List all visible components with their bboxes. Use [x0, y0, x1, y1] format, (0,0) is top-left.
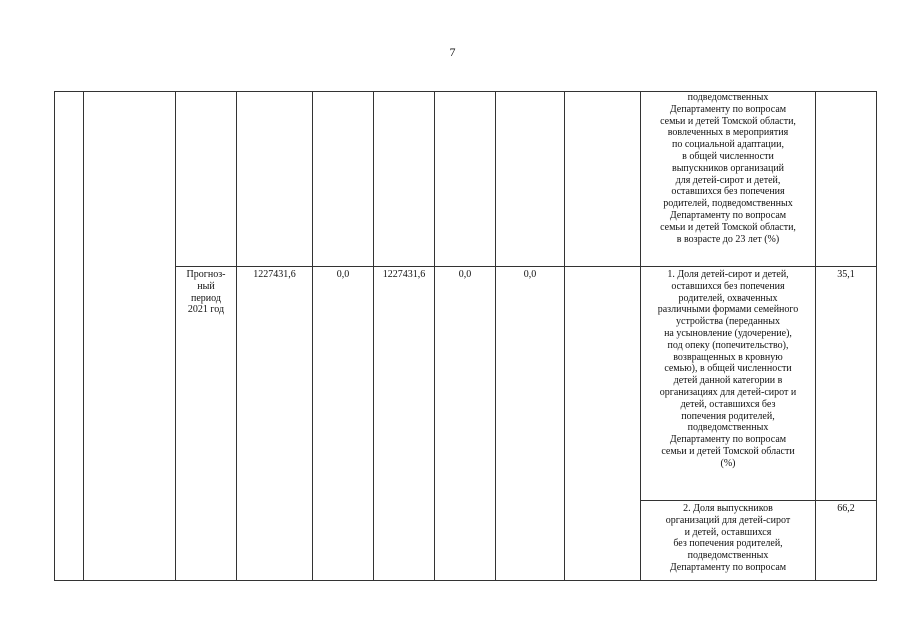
period-line: 2021 год: [187, 304, 225, 316]
column-divider: [175, 91, 176, 581]
column-divider: [495, 91, 496, 581]
indicator-line: Департаменту по вопросам: [669, 434, 787, 446]
indicator-line: детей, оставшихся без: [680, 398, 776, 410]
indicator-line: организаций для детей-сирот: [665, 514, 791, 526]
indicator-line: семью), в общей численности: [664, 363, 792, 375]
column-divider: [373, 91, 374, 581]
indicator-line: в общей численности: [682, 150, 774, 162]
indicator-line: на усыновление (удочерение),: [664, 327, 792, 339]
indicator-line: в возрасте до 23 лет (%): [676, 233, 780, 245]
indicator-line: без попечения родителей,: [673, 538, 783, 550]
row-divider: [175, 266, 877, 267]
indicator-line: 2. Доля выпускников: [683, 503, 773, 514]
funding-total-cell: 1227431,6: [253, 269, 296, 280]
indicator-line: подведомственных: [687, 422, 769, 434]
indicator-line: подведомственных: [687, 92, 769, 103]
column-divider: [434, 91, 435, 581]
column-divider: [312, 91, 313, 581]
period-line: Прогноз-: [186, 269, 226, 280]
row-divider: [640, 500, 877, 501]
indicator-1-text: [641, 269, 815, 470]
indicator-line: организациях для детей-сирот и: [659, 386, 797, 398]
table-border-left: [54, 91, 55, 581]
indicator-line: семьи и детей Томской области,: [660, 221, 796, 233]
period-line: ный: [197, 280, 215, 292]
indicator-line: под опеку (попечительство),: [667, 339, 789, 351]
column-divider: [564, 91, 565, 581]
page-number: 7: [449, 45, 456, 59]
indicator-line: Департаменту по вопросам: [669, 209, 787, 221]
indicator-2-text: [641, 503, 815, 574]
funding-regional-cell: 1227431,6: [382, 269, 426, 280]
indicator-line: оставшихся без попечения: [671, 186, 785, 198]
indicator-line: Департаменту по вопросам: [669, 561, 787, 573]
period-line: период: [191, 292, 221, 304]
indicator-line: оставшихся без попечения: [671, 280, 785, 292]
indicator-line: семьи и детей Томской области,: [660, 115, 796, 127]
table-border-bottom: [54, 580, 877, 581]
indicator-line: родителей, охваченных: [678, 292, 778, 304]
indicator-continued-text: [641, 92, 815, 245]
indicator-line: возвращенных в кровную: [673, 351, 783, 363]
funding-other-cell: 0,0: [523, 269, 537, 280]
table-border-right: [876, 91, 877, 581]
indicator-line: выпускников организаций: [671, 162, 785, 174]
indicator-line: родителей, подведомственных: [663, 198, 793, 210]
indicator-line: детей данной категории в: [673, 375, 783, 387]
indicator-line: попечения родителей,: [681, 410, 775, 422]
program-table: [54, 91, 877, 581]
indicator-line: подведомственных: [687, 550, 769, 562]
indicator-line: для детей-сирот и детей,: [675, 174, 781, 186]
indicator-line: различными формами семейного: [657, 304, 799, 316]
indicator-line: (%): [720, 457, 736, 469]
funding-federal-cell: 0,0: [336, 269, 350, 280]
indicator-line: устройства (переданных: [676, 316, 780, 328]
indicator-line: и детей, оставшихся: [684, 526, 772, 538]
indicator-2-value: 66,2: [837, 503, 855, 514]
indicator-line: вовлеченных в мероприятия: [667, 127, 789, 139]
column-divider: [236, 91, 237, 581]
funding-local-cell: 0,0: [458, 269, 472, 280]
column-divider: [83, 91, 84, 581]
forecast-period-cell: [176, 269, 236, 316]
indicator-line: семьи и детей Томской области: [661, 445, 795, 457]
indicator-line: Департаменту по вопросам: [669, 103, 787, 115]
indicator-line: 1. Доля детей-сирот и детей,: [667, 269, 789, 280]
indicator-1-value: 35,1: [837, 269, 855, 280]
indicator-line: по социальной адаптации,: [672, 139, 784, 151]
